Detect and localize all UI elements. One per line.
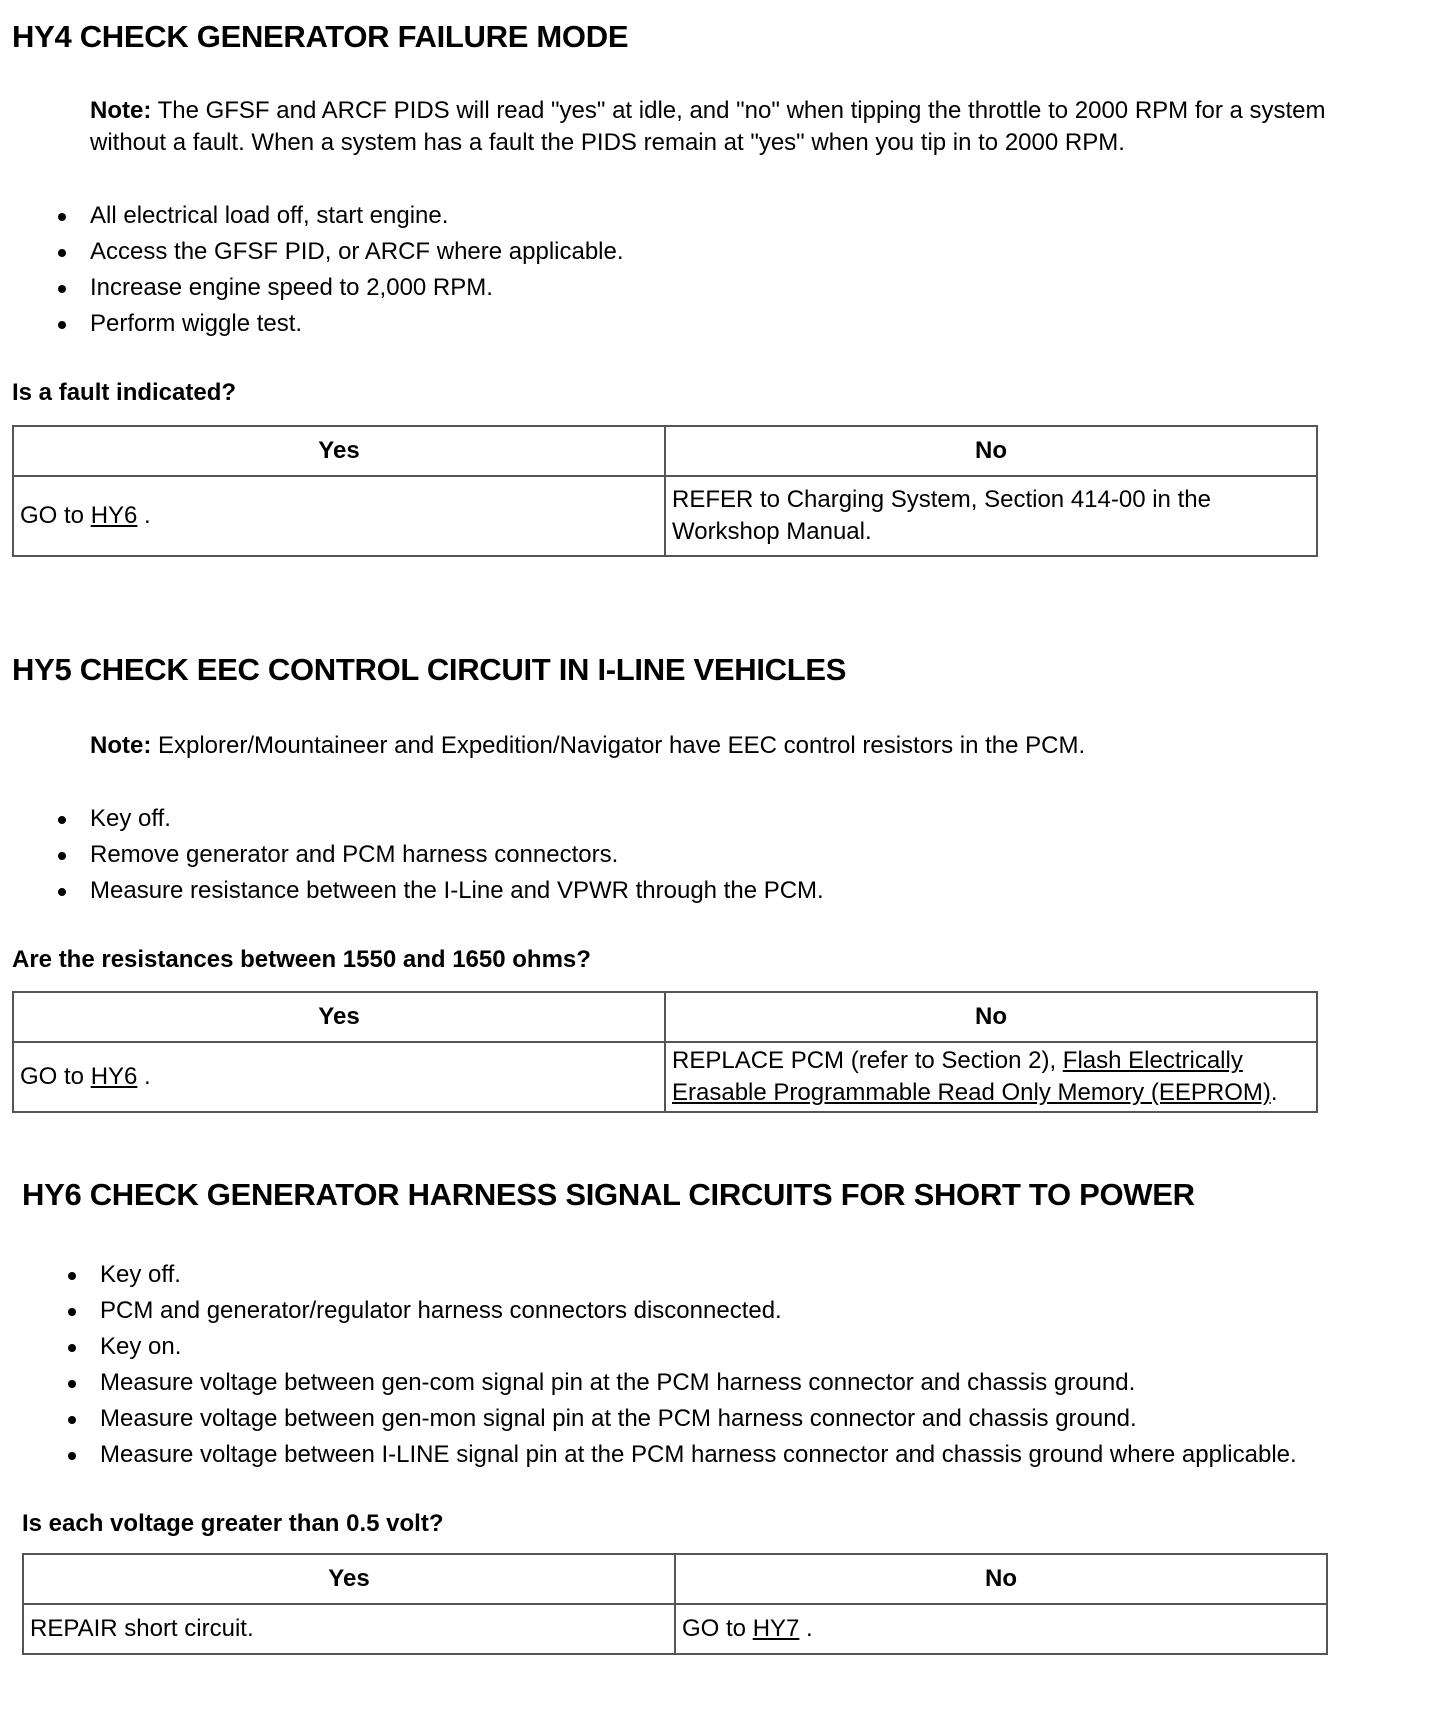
table-row — [13, 476, 1317, 556]
yes-header: Yes — [13, 426, 665, 476]
hy4-table — [12, 425, 1318, 557]
yes-header: Yes — [13, 992, 665, 1042]
bullet-icon — [58, 321, 66, 329]
list-item: Measure voltage between gen-mon signal pin at the PCM harness connector and chassis ground. — [20, 1401, 1297, 1437]
link-flash-eeprom[interactable]: Flash Electrically Erasable Programmable Read Only Memory (EEPROM) — [672, 1047, 1271, 1106]
bullet-icon — [58, 285, 66, 293]
hy5-table — [12, 991, 1318, 1113]
table-header-row — [13, 426, 1317, 476]
bullet-icon — [68, 1344, 76, 1352]
hy4-note-label: Note: — [90, 97, 152, 124]
bullet-icon — [68, 1308, 76, 1316]
hy5-question: Are the resistances between 1550 and 1650 ohms? — [12, 946, 591, 973]
bullet-icon — [58, 852, 66, 860]
hy5-note — [90, 730, 1360, 762]
list-item: PCM and generator/regulator harness connectors disconnected. — [20, 1293, 1297, 1329]
list-item: Measure voltage between gen-com signal pin at the PCM harness connector and chassis ground. — [20, 1365, 1297, 1401]
hy5-note-label: Note: — [90, 732, 152, 759]
table-header-row — [23, 1554, 1327, 1604]
link-hy7[interactable]: HY7 — [752, 1615, 800, 1642]
table-header-row — [13, 992, 1317, 1042]
link-hy6[interactable]: HY6 — [90, 502, 138, 529]
list-item: Measure voltage between I-LINE signal pin at the PCM harness connector and chassis ground where applicable. — [20, 1437, 1297, 1473]
hy6-question: Is each voltage greater than 0.5 volt? — [22, 1510, 444, 1537]
no-header: No — [675, 1554, 1327, 1604]
bullet-icon — [68, 1380, 76, 1388]
list-item: Perform wiggle test. — [10, 306, 624, 342]
hy6-table — [22, 1553, 1328, 1655]
list-item: Access the GFSF PID, or ARCF where applicable. — [10, 234, 624, 270]
bullet-icon — [68, 1416, 76, 1424]
no-cell: REFER to Charging System, Section 414-00 in the Workshop Manual. — [665, 476, 1317, 556]
bullet-icon — [68, 1452, 76, 1460]
table-row — [23, 1604, 1327, 1654]
hy5-title: HY5 CHECK EEC CONTROL CIRCUIT IN I-LINE VEHICLES — [12, 652, 847, 687]
list-item: Key off. — [10, 801, 824, 837]
bullet-icon — [68, 1272, 76, 1280]
yes-header: Yes — [23, 1554, 675, 1604]
list-item: Measure resistance between the I-Line and VPWR through the PCM. — [10, 873, 824, 909]
no-cell: GO to HY7 . — [675, 1604, 1327, 1654]
hy4-title: HY4 CHECK GENERATOR FAILURE MODE — [12, 19, 629, 54]
yes-cell: GO to HY6 . — [13, 1042, 665, 1112]
list-item: Increase engine speed to 2,000 RPM. — [10, 270, 624, 306]
hy6-title: HY6 CHECK GENERATOR HARNESS SIGNAL CIRCUITS FOR SHORT TO POWER — [22, 1177, 1195, 1212]
no-cell: REPLACE PCM (refer to Section 2), Flash Electrically Erasable Programmable Read Only Memory (EEPROM). — [665, 1042, 1317, 1112]
yes-cell: GO to HY6 . — [13, 476, 665, 556]
bullet-icon — [58, 888, 66, 896]
bullet-icon — [58, 816, 66, 824]
list-item: Key off. — [20, 1257, 1297, 1293]
no-header: No — [665, 426, 1317, 476]
hy4-question: Is a fault indicated? — [12, 379, 237, 406]
hy5-note-text: Explorer/Mountaineer and Expedition/Navigator have EEC control resistors in the PCM. — [151, 732, 1086, 759]
bullet-icon — [58, 213, 66, 221]
hy4-note-text: The GFSF and ARCF PIDS will read "yes" at idle, and "no" when tipping the throttle to 2000 RPM for a system without a fault. When a system has a fault the PIDS remain at "yes" when you tip in to 2000 RPM. — [90, 97, 1326, 156]
hy6-steps — [20, 1257, 1297, 1473]
link-hy6[interactable]: HY6 — [90, 1063, 138, 1090]
no-header: No — [665, 992, 1317, 1042]
list-item: Key on. — [20, 1329, 1297, 1365]
bullet-icon — [58, 249, 66, 257]
yes-cell: REPAIR short circuit. — [23, 1604, 675, 1654]
list-item: Remove generator and PCM harness connectors. — [10, 837, 824, 873]
list-item: All electrical load off, start engine. — [10, 198, 624, 234]
hy4-steps — [10, 198, 624, 342]
hy5-steps — [10, 801, 824, 909]
hy4-note — [90, 95, 1360, 159]
table-row — [13, 1042, 1317, 1112]
